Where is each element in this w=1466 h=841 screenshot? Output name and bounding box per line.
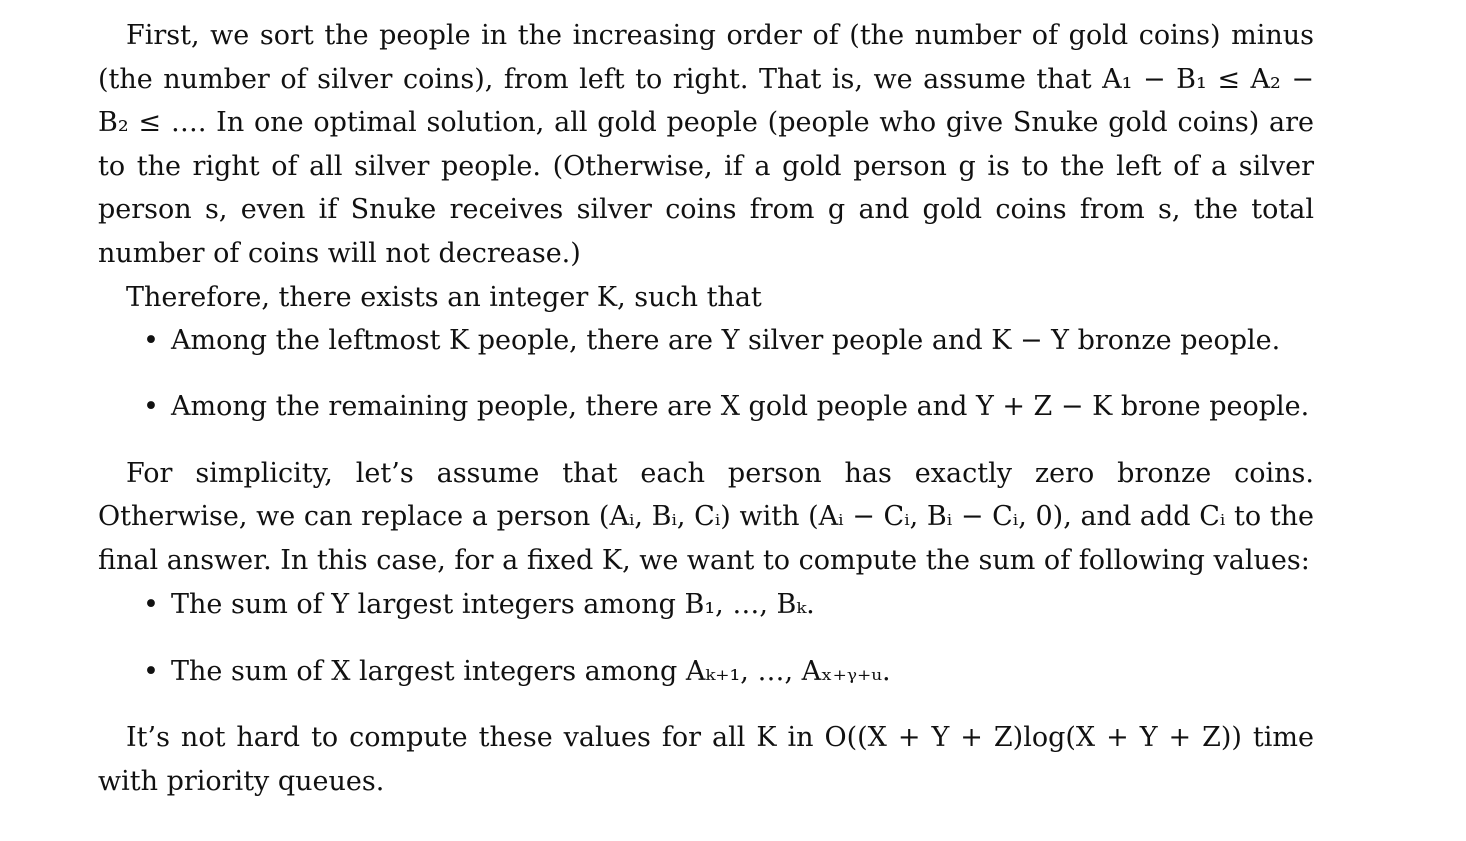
list-item xyxy=(98,385,1314,429)
list-item-text: The sum of Y largest integers among B₁, …, Bₖ. xyxy=(171,588,815,620)
list-item xyxy=(98,319,1314,363)
bullet-icon: • xyxy=(143,391,159,423)
bullet-list-partition xyxy=(98,319,1314,429)
bullet-list-sums xyxy=(98,583,1314,694)
bullet-icon: • xyxy=(143,325,159,357)
list-item-text: Among the leftmost K people, there are Y silver people and K − Y bronze people. xyxy=(171,325,1281,357)
document-body xyxy=(98,14,1314,804)
paragraph-conclusion: It’s not hard to compute these values for all K in O((X + Y + Z)log(X + Y + Z)) time with priority queues. xyxy=(98,722,1314,797)
paragraph-simplicity: For simplicity, let’s assume that each person has exactly zero bronze coins. Otherwise, we can replace a person (Aᵢ, Bᵢ, Cᵢ) with (Aᵢ − Cᵢ, Bᵢ − Cᵢ, 0), and add Cᵢ to the final answer. In this case, for a fixed K, we want to compute the sum of following values: xyxy=(98,457,1314,577)
list-item xyxy=(98,583,1314,627)
paragraph-sorting: First, we sort the people in the increasing order of (the number of gold coins) minus (the number of silver coins), from left to right. That is, we assume that A₁ − B₁ ≤ A₂ − B₂ ≤ …. In one optimal solution, all gold people (people who give Snuke gold coins) are to the right of all silver people. (Otherwise, if a gold person g is to the left of a silver person s, even if Snuke receives silver coins from g and gold coins from s, the total number of coins will not decrease.) xyxy=(98,20,1314,269)
bullet-icon: • xyxy=(143,588,159,620)
list-item-text: Among the remaining people, there are X gold people and Y + Z − K brone people. xyxy=(171,391,1310,423)
list-item-text: The sum of X largest integers among Aₖ₊₁, …, Aₓ₊ᵧ₊ᵤ. xyxy=(171,655,891,687)
list-item xyxy=(98,650,1314,694)
paragraph-therefore: Therefore, there exists an integer K, such that xyxy=(126,281,762,313)
bullet-icon: • xyxy=(143,655,159,687)
